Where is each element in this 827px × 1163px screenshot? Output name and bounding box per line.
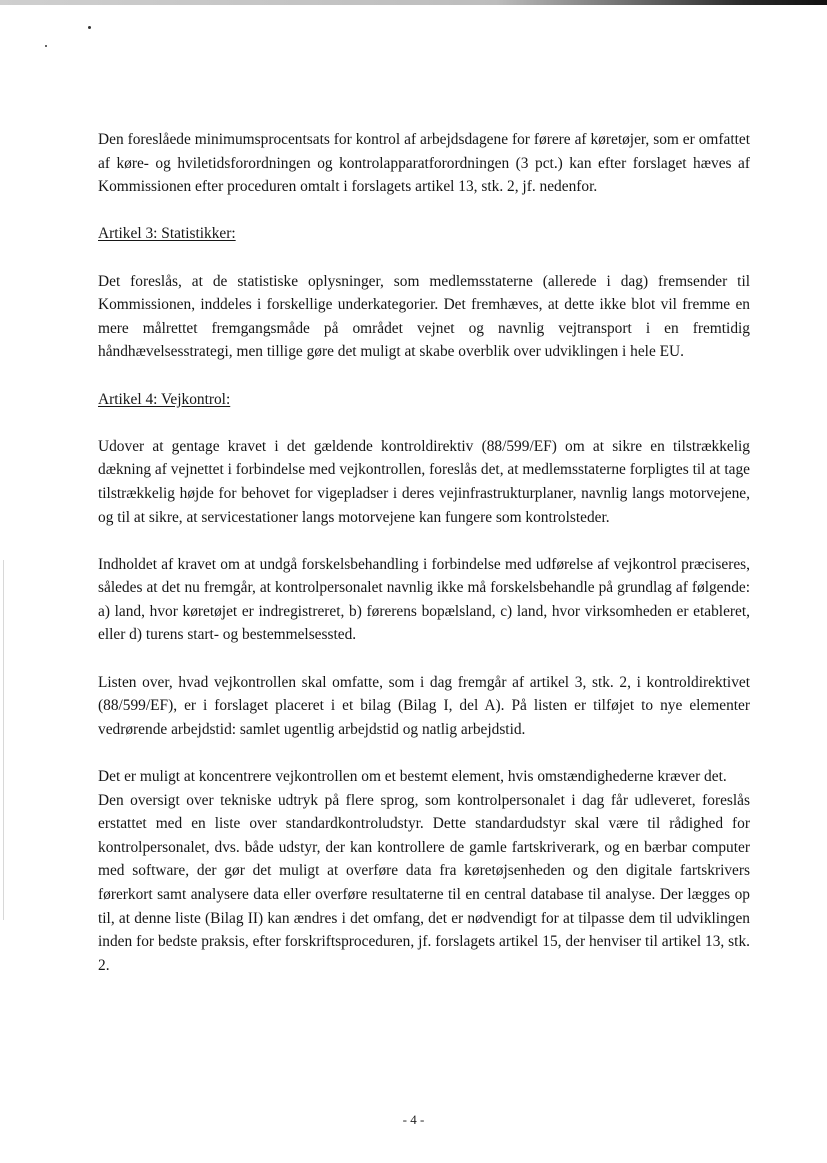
- scan-top-border: [0, 0, 827, 5]
- page-number: - 4 -: [402, 1112, 425, 1127]
- paragraph-article-3: Det foreslås, at de statistiske oplysninger, som medlemsstaterne (allerede i dag) fremsender til Kommissionen, inddeles i forskellige underkategorier. Det fremhæves, at dette ikke blot vil fremme en mere målrettet fremgangsmåde på området vejnet og navnlig vejtransport i en fremtidig håndhævelsesstrategi, men tillige gøre det muligt at skabe overblik over udviklingen i hele EU.: [98, 272, 750, 361]
- scan-left-edge: [3, 560, 4, 920]
- paragraph-article-4-non-discrimination: Indholdet af kravet om at undgå forskelsbehandling i forbindelse med udførelse af vejkontrol præciseres, således at det nu fremgår, at kontrolpersonalet navnlig ikke må forskelsbehandle på grundlag af følgende: a) land, hvor køretøjet er indregistreret, b) førerens bopælsland, c) land, hvor virksomheden er etableret, eller d) turens start- og bestemmelsessted.: [98, 555, 750, 644]
- paragraph-article-4-checklist: Listen over, hvad vejkontrollen skal omfatte, som i dag fremgår af artikel 3, stk. 2, i kontroldirektivet (88/599/EF), er i forslaget placeret i et bilag (Bilag I, del A). På listen er tilføjet to nye elementer vedrørende arbejdstid: samlet ugentlig arbejdstid og natlig arbejdstid.: [98, 673, 750, 738]
- paragraph-intro: Den foreslåede minimumsprocentsats for kontrol af arbejdsdagene for førere af køretøjer, som er omfattet af køre- og hviletidsforordningen og kontrolapparatforordningen (3 pct.) kan efter forslaget hæves af Kommissionen efter proceduren omtalt i forslagets artikel 13, stk. 2, jf. nedenfor.: [98, 131, 750, 196]
- scan-speck: [88, 26, 91, 29]
- paragraph-article-4-road-network: Udover at gentage kravet i det gældende kontroldirektiv (88/599/EF) om at sikre en tilstrækkelig dækning af vejnettet i forbindelse med vejkontrollen, foreslås det, at medlemsstaterne forpligtes til at tage tilstrækkelig højde for behovet for vigepladser i deres vejinfrastrukturplaner, navnlig langs motorvejene, og til at sikre, at servicestationer langs motorvejene kan fungere som kontrolsteder.: [98, 437, 750, 526]
- paragraph-article-4-focus: Det er muligt at koncentrere vejkontrollen om et bestemt element, hvis omstændighederne kræver det.: [98, 768, 727, 786]
- heading-article-4: Artikel 4: Vejkontrol:: [98, 390, 231, 408]
- scan-speck: [45, 45, 47, 47]
- document-body: [98, 128, 750, 977]
- heading-article-3: Artikel 3: Statistikker:: [98, 225, 236, 243]
- paragraph-article-4-equipment: Den oversigt over tekniske udtryk på flere sprog, som kontrolpersonalet i dag får udleveret, foreslås erstattet med en liste over standardkontroludstyr. Dette standardudstyr skal være til rådighed for kontrolpersonalet, dvs. både udstyr, der kan kontrollere de gamle fartskriverark, og en bærbar computer med software, der gør det muligt at overføre data fra køretøjsenheden og den digitale fartskrivers førerkort samt analysere data eller overføre resultaterne til en central database til analyse. Der lægges op til, at denne liste (Bilag II) kan ændres i det omfang, det er nødvendigt for at tilpasse dem til udviklingen inden for bedste praksis, efter forskriftsproceduren, jf. forslagets artikel 15, der henviser til artikel 13, stk. 2.: [98, 791, 750, 974]
